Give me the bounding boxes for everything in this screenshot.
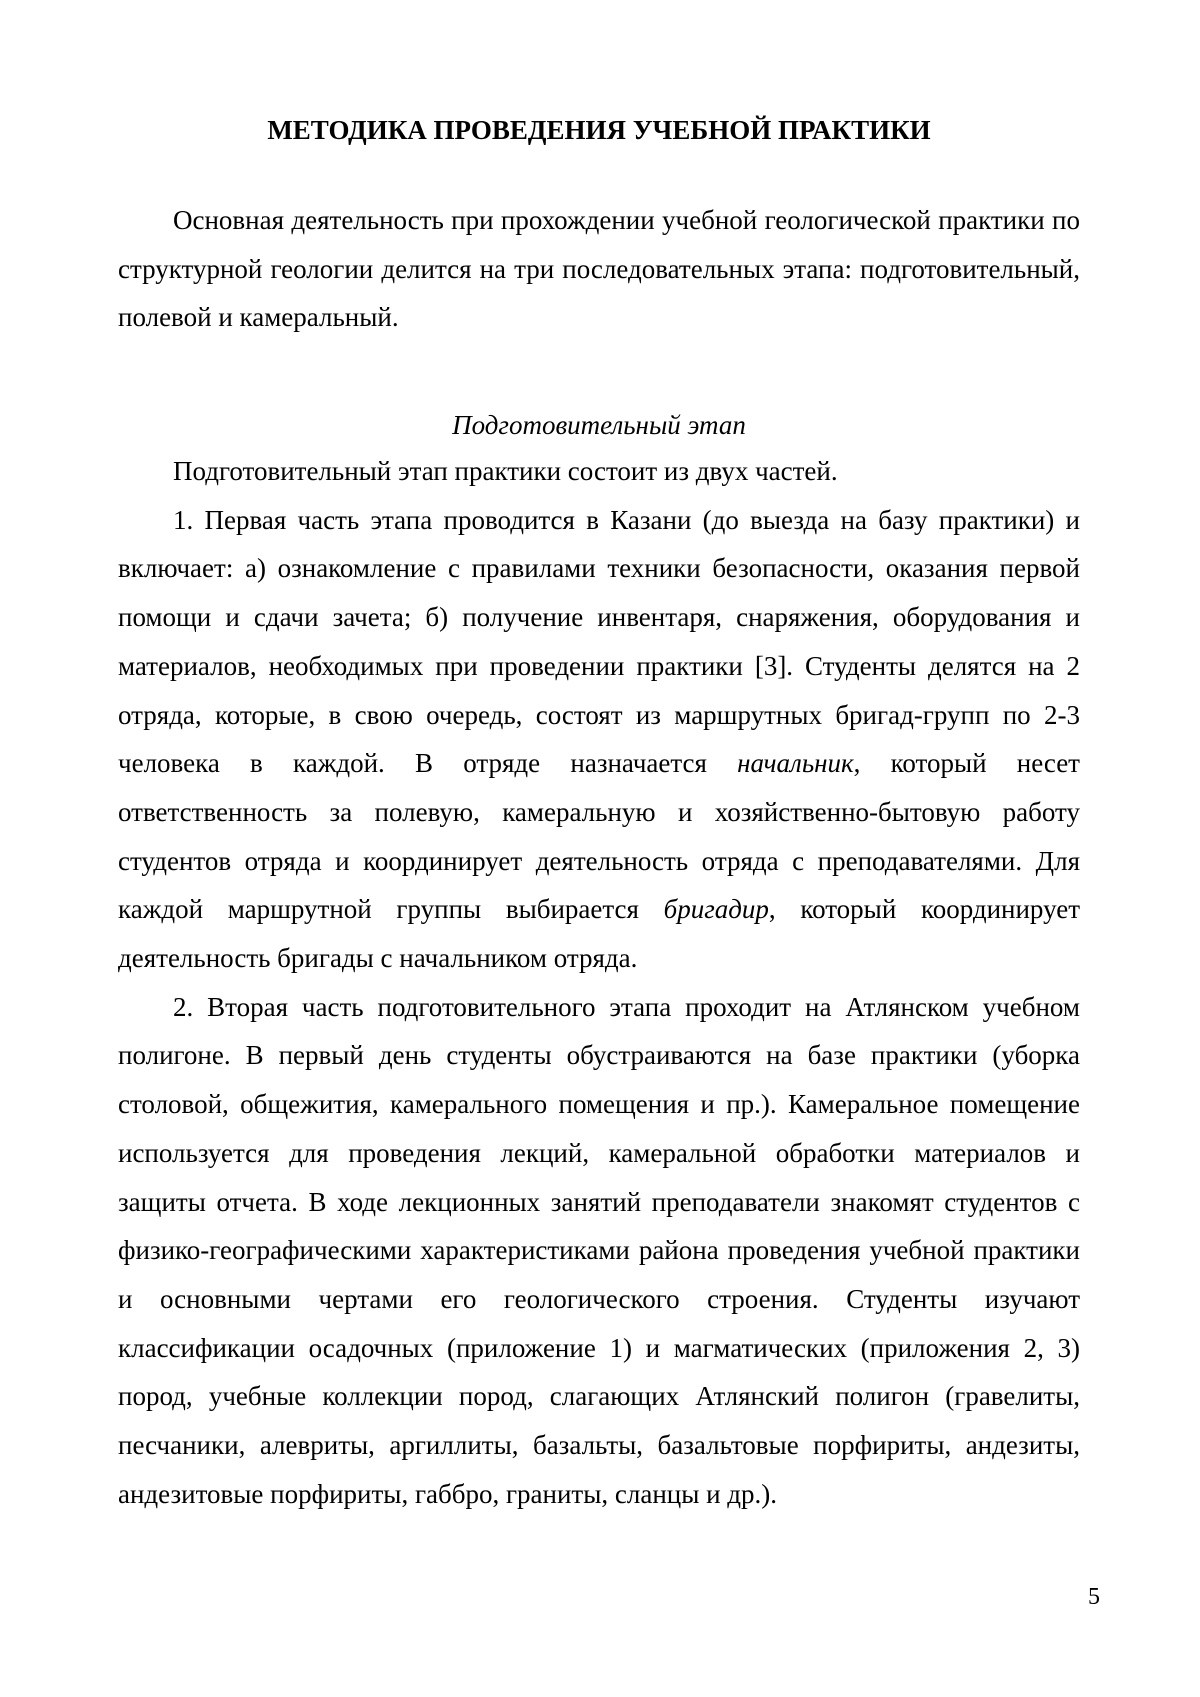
term-brigadir: бригадир <box>663 894 769 925</box>
intro-block <box>118 196 1080 342</box>
intro-paragraph: Основная деятельность при прохождении учебной геологической практики по структурной геологии делится на три последовательных этапа: подготовительный, полевой и камеральный. <box>118 205 1080 333</box>
section-body <box>118 447 1080 1518</box>
item-1-text-c: , который координирует деятельность бригады с начальником отряда. <box>118 894 1080 974</box>
item-1-text-b: , который несет ответственность за полевую, камеральную и хозяйственно-бытовую работу студентов отряда и координирует деятельность отряда с преподавателями. Для каждой маршрутной группы выбирается <box>118 748 1080 925</box>
term-nachalnik: начальник <box>737 748 854 779</box>
page-number: 5 <box>1088 1584 1100 1610</box>
section-intro-paragraph: Подготовительный этап практики состоит из двух частей. <box>173 456 838 486</box>
section-title: Подготовительный этап <box>452 410 746 440</box>
item-1-text-a: 1. Первая часть этапа проводится в Казани (до выезда на базу практики) и включает: а) ознакомление с правилами техники безопасности, оказания первой помощи и сдачи зачета; б) получение инвентаря, снаряжения, оборудования и материалов, необходимых при проведении практики [3]. Студенты делятся на 2 отряда, которые, в свою очередь, состоят из маршрутных бригад-групп по 2-3 человека в каждой. В отряде назначается <box>118 504 1080 779</box>
item-1-paragraph <box>118 496 1080 983</box>
page-title: МЕТОДИКА ПРОВЕДЕНИЯ УЧЕБНОЙ ПРАКТИКИ <box>267 115 931 145</box>
item-2-paragraph: 2. Вторая часть подготовительного этапа проходит на Атлянском учебном полигоне. В первый день студенты обустраиваются на базе практики (уборка столовой, общежития, камерального помещения и пр.). Камеральное помещение используется для проведения лекций, камеральной обработки материалов и защиты отчета. В ходе лекционных занятий преподаватели знакомят студентов с физико-географическими характеристиками района проведения учебной практики и основными чертами его геологического строения. Студенты изучают классификации осадочных (приложение 1) и магматических (приложения 2, 3) пород, учебные коллекции пород, слагающих Атлянский полигон (гравелиты, песчаники, алевриты, аргиллиты, базальты, базальтовые порфириты, андезиты, андезитовые порфириты, габбро, граниты, сланцы и др.). <box>118 991 1080 1509</box>
